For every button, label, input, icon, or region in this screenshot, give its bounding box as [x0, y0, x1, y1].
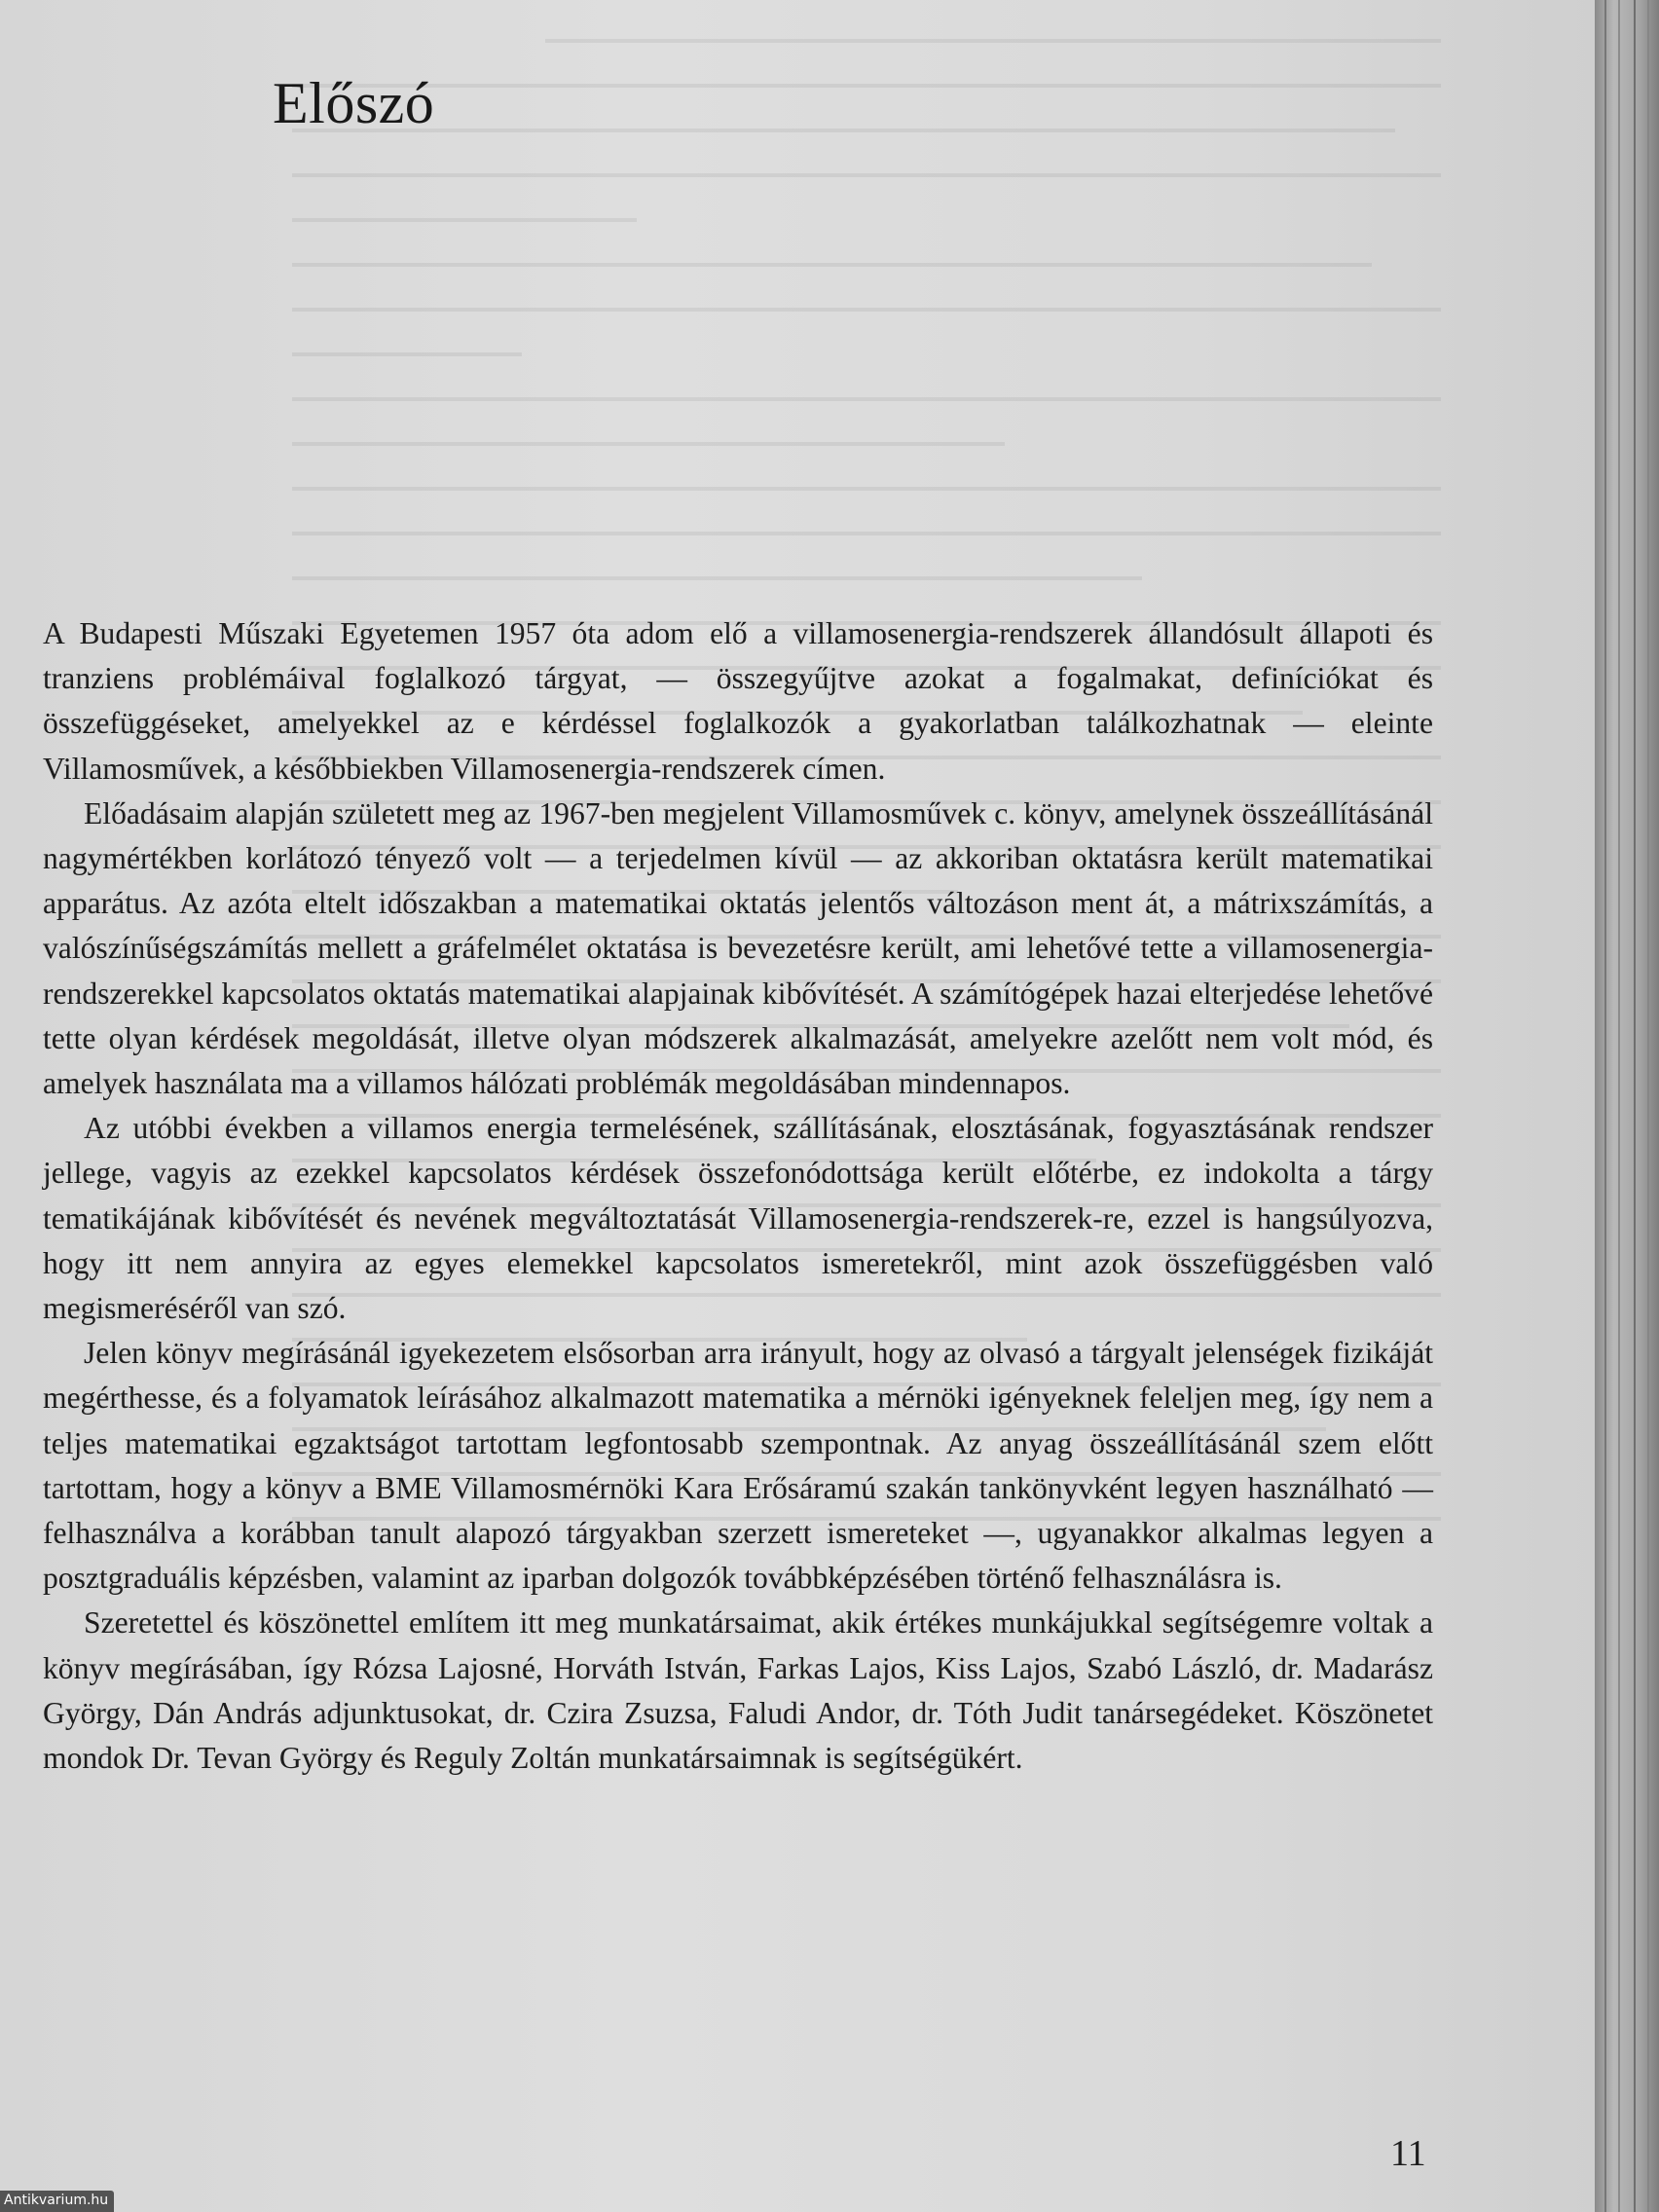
page-edge [1595, 0, 1659, 2212]
chapter-title: Előszó [273, 71, 435, 135]
paragraph: Előadásaim alapján született meg az 1967-ben megjelent Villamosművek c. könyv, amelynek összeállításánál nagymértékben korlátozó tényező volt — a terjedelmen kívül — az akkoriban oktatásra került matematikai apparátus. Az azóta eltelt időszakban a matematikai oktatás jelentős változáson ment át, a mátrixszámítás, a valószínűségszámítás mellett a gráfelmélet oktatása is bevezetésre került, ami lehetővé tette a villamosenergia-rendszerekkel kapcsolatos oktatás matematikai alapjainak kibővítését. A számítógépek hazai elterjedése lehetővé tette olyan kérdések megoldását, illetve olyan módszerek alkalmazását, amelyekre azelőtt nem volt mód, és amelyek használata ma a villamos hálózati problémák megoldásában mindennapos. [43, 795, 1433, 1101]
watermark-logo: Antikvarium.hu [0, 2191, 114, 2212]
paragraph: Jelen könyv megírásánál igyekezetem elsősorban arra irányult, hogy az olvasó a tárgyalt jelenségek fizikáját megérthesse, és a folyamatok leírásához alkalmazott matematika a mérnöki igényeknek feleljen meg, így nem a teljes matematikai egzaktságot tartottam legfontosabb szempontnak. Az anyag összeállításánál szem előtt tartottam, hogy a könyv a BME Villamosmérnöki Kara Erősáramú szakán tankönyvként legyen használható — felhasználva a korábban tanult alapozó tárgyakban szerzett ismereteket —, ugyanakkor alkalmas legyen a posztgraduális képzésben, valamint az iparban dolgozók továbbképzésében történő felhasználásra is. [43, 1336, 1433, 1596]
body-text [43, 611, 1433, 1781]
paragraph: A Budapesti Műszaki Egyetemen 1957 óta adom elő a villamosenergia-rendszerek állandósult állapoti és tranziens problémáival foglalkozó tárgyat, — összegyűjtve azokat a fogalmakat, definíciókat és összefüggéseket, amelyekkel az e kérdéssel foglalkozók a gyakorlatban találkozhatnak — eleinte Villamosművek, a későbbiekben Villamosenergia-rendszerek címen. [43, 616, 1433, 786]
paragraph: Szeretettel és köszönettel említem itt meg munkatársaimat, akik értékes munkájukkal segítségemre voltak a könyv megírásában, így Rózsa Lajosné, Horváth István, Farkas Lajos, Kiss Lajos, Szabó László, dr. Madarász György, Dán András adjunktusokat, dr. Czira Zsuzsa, Faludi Andor, dr. Tóth Judit tanársegédeket. Köszönetet mondok Dr. Tevan György és Reguly Zoltán munkatársaimnak is segítségükért. [43, 1605, 1433, 1776]
page-number: 11 [1390, 2133, 1426, 2174]
paragraph: Az utóbbi években a villamos energia termelésének, szállításának, elosztásának, fogyasztásának rendszer jellege, vagyis az ezekkel kapcsolatos kérdések összefonódottsága került előtérbe, ez indokolta a tárgy tematikájának kibővítését és nevének megváltoztatását Villamosenergia-rendszerek-re, ezzel is hangsúlyozva, hogy itt nem annyira az egyes elemekkel kapcsolatos ismeretekről, mint azok összefüggésben való megismeréséről van szó. [43, 1111, 1433, 1326]
